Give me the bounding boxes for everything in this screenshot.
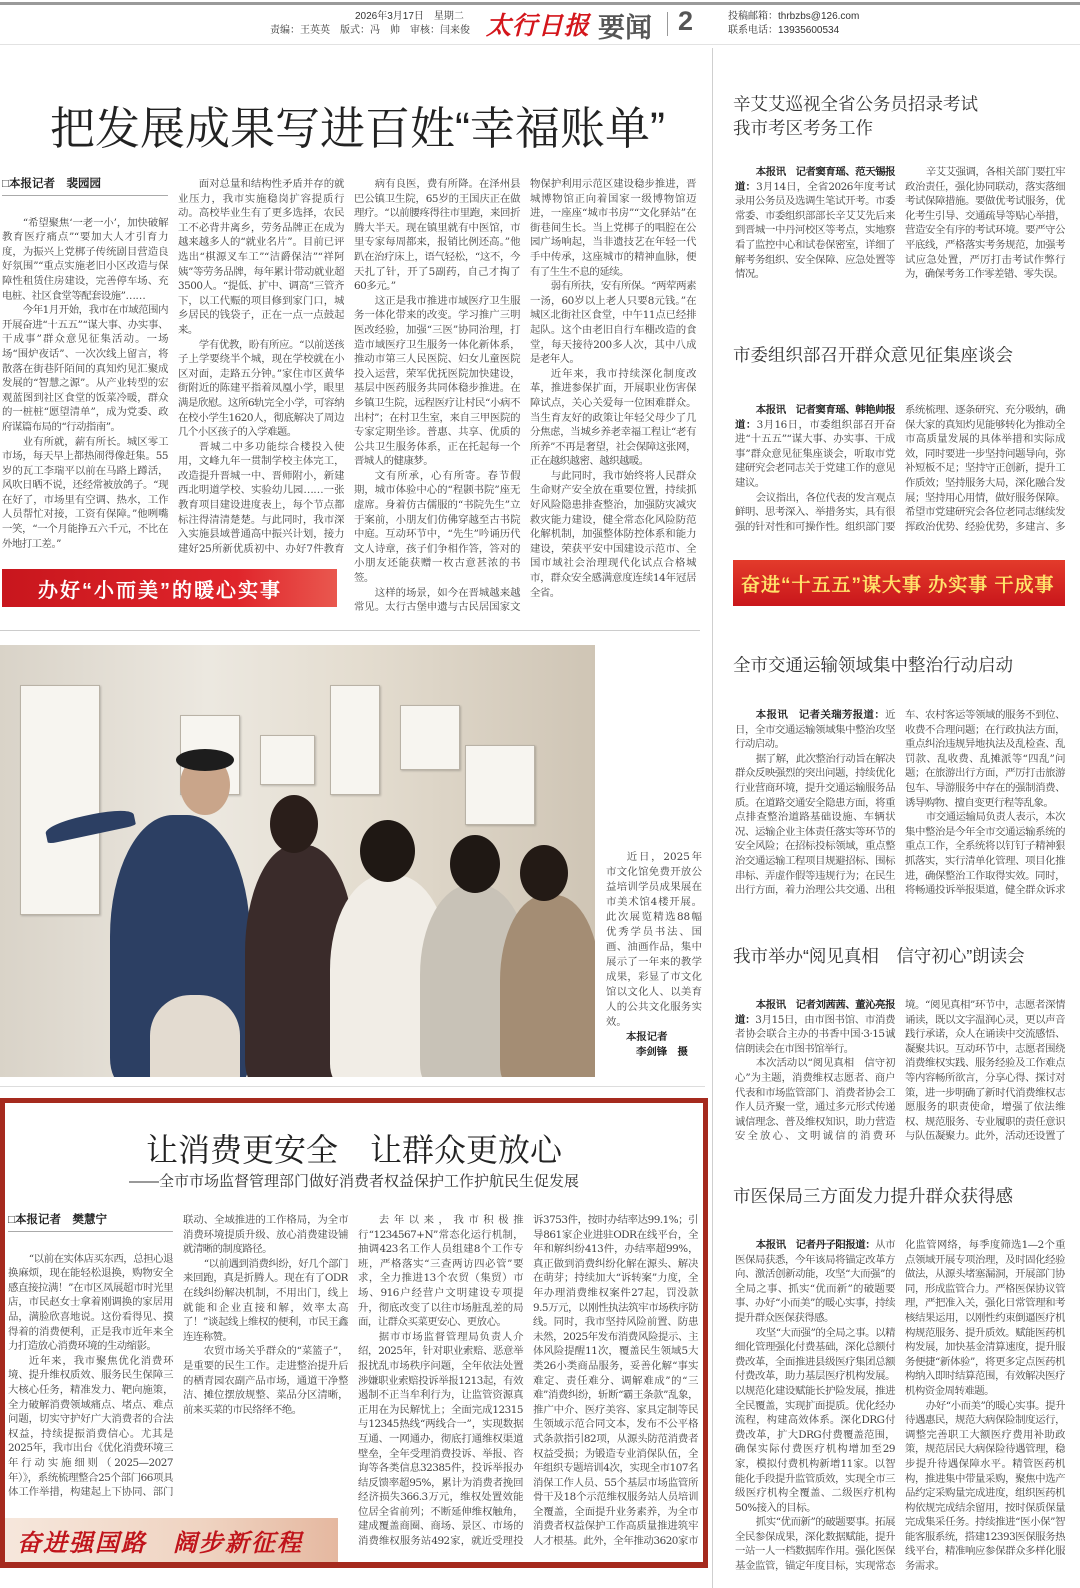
sidebar-article-1-body	[735, 165, 1065, 293]
paragraph: 业有所就，薪有所长。城区零工市场，每天早上都热闹得像赶集。55岁的瓦工李瑞平以前在马路上蹲活，风吹日晒不说，还经常被放鸽子。“现在好了，市场里有空调、热水，工作人员帮忙对接，工资有保障。”他咧嘴一笑，“一个月能挣五六千元，不比在外地打工差。”	[2, 435, 168, 550]
editors-line: 责编：王英英 版式：冯 帅 审核：闫来俊	[270, 25, 470, 36]
main-headline: 把发展成果写进百姓“幸福账单”	[50, 103, 665, 154]
paragraph: 病有良医，费有所降。在泽州县巴公镇卫生院，65岁的王国庆正在做理疗。“以前腰疼得往市里跑，来回折腾大半天。现在镇里就有中医馆，市里专家每周都来，报销比例还高。”他趴在治疗床上，语气轻松，“这不，今天扎了针，开了5副药，自己才掏了60多元。”	[354, 178, 520, 293]
paragraph: “以前遇到消费纠纷，好几个部门来回跑，真是折腾人。现在有了ODR在线纠纷解决机制，不用出门，线上就能和企业直接和解，效率太高了！”谈起线上维权的便利，市民王鑫连连称赞。	[183, 1257, 348, 1343]
section-title: 要闻	[598, 13, 652, 43]
feature-body-right	[358, 1213, 698, 1561]
dateline: 本报讯 记者关瑞芳报道：	[755, 709, 886, 721]
paragraph: 去年以来，我市积极推行“1234567+N”常态化运行机制，抽调423名工作人员组建8个工作专班，严格落实“三查两访四必管”要求，全力推进13个农贸（集贸）市场、916户经营户文明建设专项提升，彻底改变了以往市场脏乱差的局面，让群众买菜更安心、更放心。	[358, 1214, 523, 1329]
paragraph: 本次活动以“阅见真相 信守初心”为主题，消费维权志愿者、商户代表和市场监管部门、消费者协会工作人员齐聚一堂，通过多元形式传递诚信理念、普及维权知识，助力营造安全放心、文明诚信的消费环境。“阅见真相”环节中，志愿者深情诵读，既以文字温润心灵，更以声音践行承诺，众人在诵读中交流感悟、凝聚共识。互动环节中，志愿者围绕消费维权实践、服务经验及工作难点等内容畅所欲言，分享心得、探讨对策，进一步明确了新时代消费维权志愿服务的职责使命，增强了依法维权、规范服务、专业履职的责任意识与队伍凝聚力。此外，活动还设置了	[735, 999, 1065, 1143]
banner-fifteenth-five-year: 奋进“十五五”谋大事 办实事 干成事	[733, 560, 1065, 606]
sidebar-article-3-body	[735, 708, 1065, 908]
paragraph: 农贸市场关乎群众的“菜篮子”，是重要的民生工作。走进整治提升后的栖青园农副产品市场，通道干净整洁、摊位摆放规整、菜品分区清晰，前来买菜的市民络绎不绝。	[183, 1345, 348, 1416]
paragraph: 据了解，此次整治行动旨在解决群众反映强烈的突出问题，持续优化行业营商环境，提升交通运输服务品质。在道路交通安全隐患方面，将重点排查整治道路基础设施、车辆状况、运输企业主体责任落实等环节的安全风险；在招标投标领域，重点整治交通运输工程项目规避招标、围标串标、弄虚作假等违规行为；在民生出行方面，着力治理公共交通、出租车、农村客运等领域的服务不到位、收费不合理问题；在行政执法方面，重点纠治违规异地执法及乱检查、乱罚款、乱收费、乱摊派等“四乱”问题；在旅游出行方面，严厉打击旅游包车、导游服务中存在的强制消费、诱导购物、擅自变更行程等乱象。	[735, 709, 1065, 897]
section-rule	[0, 630, 700, 631]
paragraph	[735, 403, 895, 491]
paragraph	[735, 1238, 895, 1326]
photo-rule	[0, 1086, 705, 1087]
sidebar-article-5-body	[735, 1238, 1065, 1584]
dateline: 本报讯 记者刘茜茜、董沁亮报道：	[735, 999, 895, 1026]
masthead-divider	[667, 12, 668, 36]
paragraph-text: 从市医保局获悉，今年该局将锚定改革方向、激活创新动能，攻坚“大而强”的全局之事、抓实“优而新”的破题要事、办好“小而美”的暖心实事，持续提升群众医保获得感。	[735, 1239, 896, 1324]
photo-caption-text: 近日，2025年市文化馆免费开放公益培训学员成果展在市美术馆4楼开展。此次展览精选88幅优秀学员书法、国画、油画作品，集中展示了一年来的教学成果，彩显了市文化馆以文化人、以美育人的公共文化服务实效。	[606, 851, 702, 1028]
paragraph: “以前在实体店买东西，总担心退换麻烦，现在能轻松退换，购物安全感直接拉满！”在市区凤展超市时光里店，市民赵女士拿着刚调换的家居用品，满脸欣喜地说。这份看得见、摸得着的消费便利，正是我市近年来全力打造放心消费环境的生动缩影。	[8, 1252, 173, 1353]
paragraph: 这正是我市推进市域医疗卫生服务一体化带来的改变。学习推广三明医改经验，加强“三医”协同治理，打造市域医疗卫生服务一体化新体系，推动市第三人民医院、妇女儿童医院投入运营，荣军优抚医院加快建设，基层中医药服务共同体稳步推进。在乡镇卫生院，远程医疗让村民“小病不出村”；在村卫生室，来自三甲医院的专家定期坐诊。普惠、共享、优质的公共卫生服务体系，正在托起每一个晋城人的健康梦。	[354, 294, 520, 468]
exhibition-photo	[0, 645, 595, 1077]
paragraph: 这样的场景，如今在晋城越来越常见。太行古堡申遗与古民居国家文物保护利用示范区建设稳步推进，晋城博物馆正向着国家一级博物馆迈进，一座座“城市书房”“文化驿站”在街巷间生长。当上党梆子的唱腔在公园广场响起，当非遗技艺在年轻一代手中传承，这座城市的精神血脉，便有了生生不息的延续。	[354, 178, 696, 614]
paragraph: 学有优教，盼有所应。“以前送孩子上学要绕半个城，现在学校就在小区对面，走路五分钟。”家住市区黄华街附近的陈建平指着凤凰小学，眼里满是欣慰。这所6轨完全小学，可容纳在校小学生1620人，彻底解决了周边几个小区孩子的入学难题。	[178, 338, 344, 439]
paragraph	[735, 708, 895, 752]
paragraph: 攻坚“大而强”的全局之事。以精细化管理强化付费基础，深化总额付费改革，全面推进县级医疗集团总额付费改革，助力基层医疗机构发展。以规范化建设赋能长护险发展，推进全民覆盖，实现扩面提质。优化经办流程，构建高效体系。深化DRG付费改革，扩大DRG付费覆盖范围，确保实际付费医疗机构增加至29家，模拟付费机构新增11家。以智能化手段提升监管质效，实现全市三级医疗机构全覆盖、二级医疗机构50%接入的目标。	[735, 1326, 895, 1514]
paragraph: 今年1月开始，我市在市域范围内开展奋进“十五五”“谋大事、办实事、干成事”群众意见征集活动。一场场“围炉夜话”、一次次线上留言，将散落在街巷阡陌间的真知灼见汇聚成发展的“智慧之源”。从产业转型的宏观蓝图到社区食堂的饭菜冷暖，群众的一桩桩“愿望清单”，成为党委、政府谋篇布局的“行动指南”。	[2, 304, 168, 433]
paragraph-text: 3月16日，市委组织部召开奋进“十五五”“谋大事、办实事、干成事”群众意见征集座谈会，听取市党建研究会老同志关于党建工作的意见建议。	[735, 418, 895, 489]
paragraph: 辛艾艾强调，各相关部门要扛牢政治责任，强化协同联动，落实落细考试保障措施。要做优考试服务，优化考生引导、交通疏导等贴心举措，营造安全有序的考试环境。要严守公平底线，严格落实考务规范，加强考试应急处置，严厉打击考试作弊行为，确保考务工作零差错、零失误。	[905, 166, 1065, 281]
paragraph: 办好“小而美”的暖心实事。提升待遇惠民，规范大病保险制度运行，调整完善职工大额医疗费用补助政策，规范居民大病保险待遇管理，稳步提升待遇保障水平。精管医药机构，推进集中带量采购，聚焦中选产品约定采购量完成进度，组织医药机构依规完成结余留用，按时保质保量完成集采任务。持续推进“医小保”智能客服系统，搭建12393医保服务热线平台，精准响应参保群众多样化服务需求。	[905, 1399, 1065, 1573]
column-divider	[712, 48, 713, 1588]
dateline: 本报讯 记者窦育瑶、韩艳帅报道：	[735, 404, 895, 431]
paragraph: 近年来，我市持续深化制度改革，推进参保扩面，开展职业伤害保障试点，关心关爱每一位困难群众。当生育友好的政策让年轻父母少了几分焦虑，当城乡养老幸福工程让“老有所养”不再是奢望，社会保障这张网，正在越织越密、越织越暖。	[530, 367, 696, 468]
contact-phone: 联系电话：13935600534	[728, 25, 840, 36]
banner-new-journey: 奋进强国路 阔步新征程	[5, 1518, 338, 1562]
top-rule	[0, 2, 1080, 5]
sidebar-headline-5: 市医保局三方面发力提升群众获得感	[733, 1186, 1013, 1206]
masthead-rule	[0, 44, 1080, 45]
sidebar-headline-4: 我市举办“阅见真相 信守初心”朗读会	[733, 946, 1025, 966]
page-number: 2	[678, 6, 694, 36]
paragraph: 与此同时，我市始终将人民群众生命财产安全放在重要位置，持续抓好风险隐患排查整治，加强防灾减灾救灾能力建设，健全常态化风险防范化解机制，加强整体防控体系和能力建设，荣获平安中国建设示范市、全国市域社会治理现代化试点合格城市，群众安全感满意度连续14年冠居全省。	[530, 469, 696, 599]
sidebar-article-2-body	[735, 403, 1065, 543]
paragraph: 面对总量和结构性矛盾并存的就业压力，我市实施稳岗扩容提质行动。高校毕业生有了更多选择，农民工不必背井离乡，劳务品牌正在成为越来越多人的“就业名片”。目前已评选出“棋源叉车工”“洁爵保洁”“祥阿姨”等劳务品牌，每年累计带动就业超3500人。“提低、扩中、调高”三管齐下，以工代赈的项目修到家门口，城乡居民的钱袋子，正在一点一点鼓起来。	[178, 178, 344, 336]
paragraph: 文有所承，心有所寄。春节假期，城市体验中心的“程颢书院”座无虚席。身着仿古儒服的“书院先生”立于案前，小朋友们仿佛穿越至古书院中庭。互动环节中，“先生”吟诵历代文人诗章，孩子们争相作答，答对的小朋友还能获赠一枚古意甚浓的书签。	[354, 469, 520, 585]
paragraph: 抓实“优而新”的破题要事。拓展全民参保成果，深化数据赋能，提升一站一人一档数据库作用。强化医保基金监管，锚定年度目标，实现常态化监管网络，每季度筛选1—2个重点领域开展专项治理，及时固化经验做法，从源头堵塞漏洞，开展部门协同，形成监管合力。严格医保协议管理，严把准入关，强化日常管理和考核结果运用，以刚性约束倒逼医疗机构规范服务、提升质效。赋能医药机构发展，加快基金清算速度，提升服务便捷“新体验”，将更多定点医药机构纳入即时结算范围，有效解决医疗机构资金周转难题。	[735, 1239, 1065, 1573]
main-byline: □本报记者 裴园园	[2, 177, 168, 196]
sidebar-headline-1b: 我市考区考务工作	[733, 118, 873, 138]
dateline: 本报讯 记者丹子阳报道：	[755, 1239, 876, 1251]
issue-date: 2026年3月17日 星期二	[355, 11, 464, 22]
sidebar-headline-1a: 辛艾艾巡视全省公务员招录考试	[733, 94, 978, 114]
paragraph-text: 3月15日，由市图书馆、市消费者协会联合主办的书香中国·3·15诚信朗读会在市图书馆举行。	[735, 1013, 895, 1055]
paragraph	[735, 998, 895, 1056]
sidebar-headline-3: 全市交通运输领域集中整治行动启动	[733, 655, 1013, 675]
feature-byline: □本报记者 樊慧宁	[8, 1213, 173, 1232]
paragraph: 会议指出，各位代表的发言观点鲜明、思考深入、举措务实，具有很强的针对性和可操作性。组织部门要系统梳理、逐条研究、充分吸纳，确保大家的真知灼见能够转化为推动全市高质量发展的具体举措和实际成效，同时要进一步坚持问题导向，弥补短板不足；坚持守正创新，提升工作质效；坚持服务大局，深化融合发展；坚持用心用情，做好服务保障。希望市党建研究会各位老同志继续发挥政治优势、经验优势，多建言、多	[735, 404, 1065, 533]
paragraph: 据市市场监督管理局负责人介绍，2025年，针对职业索赔、恶意举报扰乱市场秩序问题，全年依法处置涉嫌职业索赔投诉举报1213起，有效遏制不正当牟利行为，让监管资源真正用在为民解忧上；全面完成12315与12345热线“两线合一”，实现数据互通、一网通办，彻底打通维权渠道壁垒，全年受理消费投诉、举报、咨询等各类信息32385件，投诉举报办结反馈率超95%，累计为消费者挽回经济损失366.3万元，维权处置效能位居全省前列；不断延伸维权触角，建成覆盖商圈、商场、景区、市场的消费维权服务站492家，就近受理投诉3753件，按时办结率达99.1%；引导861家企业进驻ODR在线平台，全年和解纠纷413件，办结率超99%，真正做到消费纠纷化解在源头、解决在萌芽；持续加大“诉转案”力度，全年办理消费维权案件27起，罚没款9.5万元，以刚性执法筑牢市场秩序防线。同时，我市坚持风险前置、防患未然，2025年发布消费风险提示、主体风险提醒11次，覆盖民生领域5大类26小类商品服务，妥善化解“事实难定、责任难分、调解难成”的“三难”消费纠纷，斩断“霸王条款”乱象，推广中介、医疗美容、家具定制等民生领域示范合同文本，发布不公平格式条款指引82项，从源头防范消费者权益受损；为锻造专业消保队伍，全年组织专题培训4次，实现全市107名消保工作人员、55个基层市场监管所骨干及18个示范维权服务站人员培训全覆盖，全面提升业务素养，为全市消费者权益保护工作高质量推进筑牢人才根基。此外，全年推动3620家市	[358, 1214, 698, 1548]
feature-subheadline: ——全市市场监督管理部门做好消费者权益保护工作护航民生促发展	[128, 1173, 579, 1190]
photo-caption	[606, 850, 702, 1060]
feature-headline: 让消费更安全 让群众更放心	[145, 1132, 562, 1168]
dateline: 本报讯 记者窦育瑶、范天锡报道：	[735, 166, 895, 193]
main-story-body-right	[354, 177, 696, 625]
newspaper-logo: 太行日报	[486, 11, 591, 40]
sidebar-headline-2: 市委组织部召开群众意见征集座谈会	[733, 345, 1013, 365]
paragraph: “希望聚焦‘一老一小’，加快破解教育医疗痛点”“要加大人才引育力度，为振兴上党梆子传统剧目营造良好氛围”“重点实施老旧小区改造与保障性租赁住房建设，完善停车场、充电桩、社区食堂等配套设施”……	[2, 216, 168, 302]
banner-small-beautiful: 办好“小而美”的暖心实事	[2, 569, 337, 607]
photo-credit-label: 本报记者	[626, 1032, 668, 1043]
paragraph-text: 近日，全市交通运输领域集中整治攻坚行动启动。	[735, 709, 895, 751]
paragraph-text: 3月14日，全省2026年度考试录用公务员及选调生笔试开考。市委常委、市委组织部部长辛艾艾先后来到晋城一中丹河校区等考点，实地察看了监控中心和试卷保密室，详细了解考务组织、安全保障、应急处置等情况。	[735, 180, 895, 281]
paragraph: 近年来，我市聚焦优化消费环境、提升维权质效、服务民生保障三大核心任务，精准发力、靶向施策，全力破解消费领域痛点、堵点、难点问题，切实守护好广大消费者的合法权益，持续提振消费信心。尤其是2025年，我市出台《优化消费环境三年行动实施细则（2025—2027年）》，系统梳理整合25个部门66项具体工作举措，构建起上下协同、部门联动、全域推进的工作格局，为全市消费环境提质升级、放心消费建设铺就清晰的制度路径。	[8, 1214, 348, 1499]
submission-email: 投稿邮箱：thrbzbs@126.com	[728, 11, 860, 22]
paragraph: 市交通运输局负责人表示，本次集中整治是今年全市交通运输系统的重点工作，全系统将以钉钉子精神狠抓落实，实行清单化管理、项目化推进，确保整治工作取得实效。同时，将畅通投诉举报渠道，健全群众诉求	[905, 811, 1065, 897]
main-story-body-left	[2, 177, 344, 563]
feature-body-left	[8, 1213, 348, 1513]
paragraph	[735, 165, 895, 282]
photo-credit-name: 李剑锋 摄	[636, 1047, 688, 1058]
sidebar-article-4-body	[735, 998, 1065, 1152]
paragraph: 晋城二中多功能综合楼投入使用，文峰九年一贯制学校主体完工，改造提升晋城一中、晋师附小，新建西北明道学校、实验幼儿园……一张教育项目建设进度表上，每个节点都标注得清清楚楚。与此同时，我市深入实施县域普通高中振兴计划，接力建好25所新优质初中、办好7件教育	[178, 440, 344, 555]
paragraph: 弱有所扶，安有所保。“两荤两素一汤，60岁以上老人只要8元钱。”在城区北街社区食堂，中午11点已经排起队。这个由老旧自行车棚改造的食堂，每天接待200多人次，其中八成是老年人。	[530, 280, 696, 366]
